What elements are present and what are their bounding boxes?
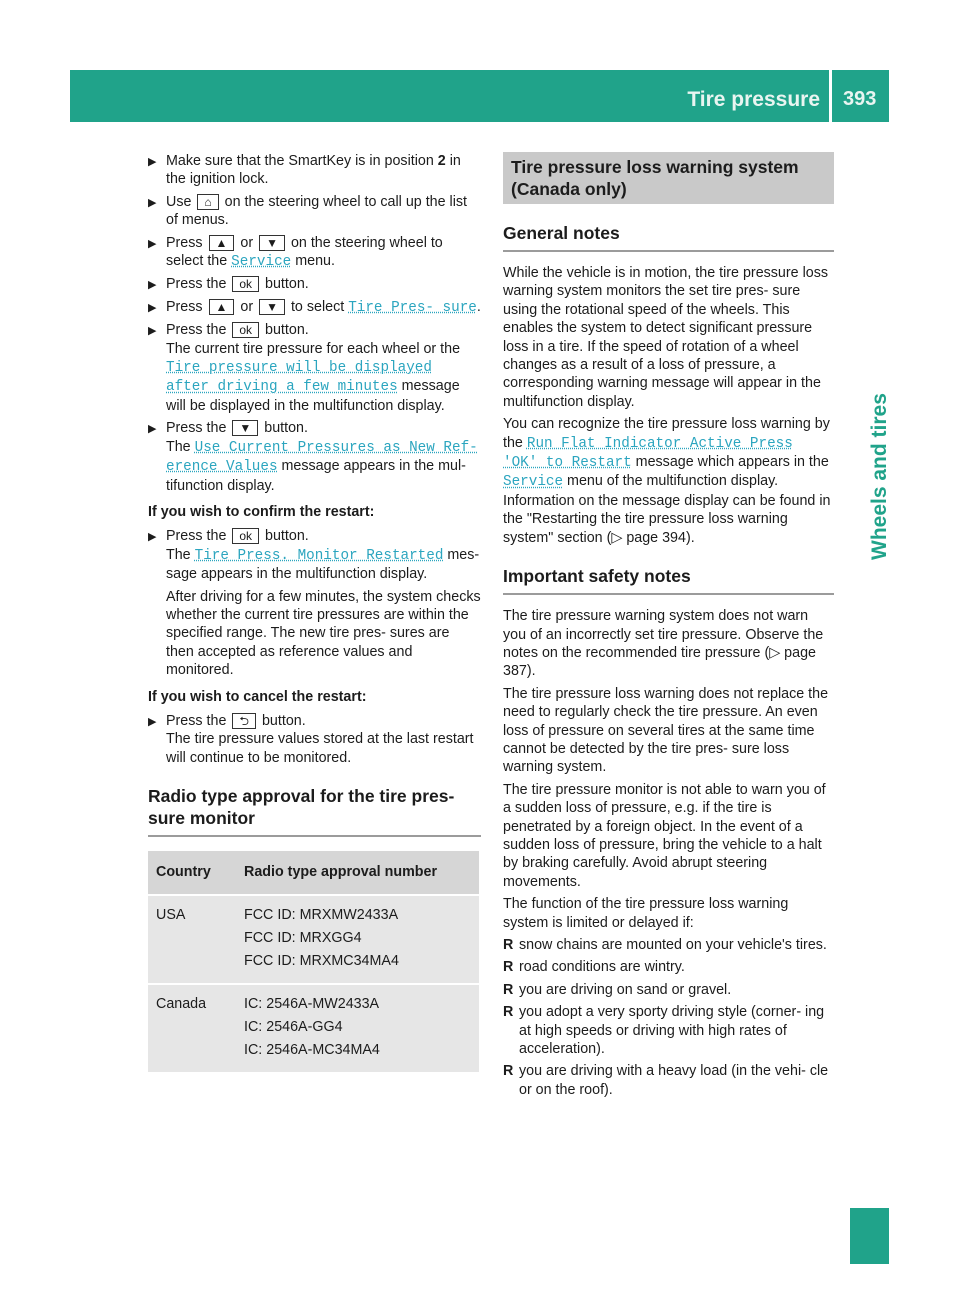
home-icon: ⌂	[197, 194, 218, 210]
approval-cell: FCC ID: MRXMW2433A FCC ID: MRXGG4 FCC ID: MRXMC34MA4	[236, 895, 479, 984]
column-header: Radio type approval number	[236, 851, 479, 895]
bullet-mark: R	[503, 1063, 514, 1080]
bullet-mark: R	[503, 981, 514, 998]
list-item: R you are driving on sand or gravel.	[503, 981, 732, 998]
step-press-down: ▶ Press the ▼ button. The Use Current Pressures as New Ref‐ erence Values message appears in the mul- tifunction display.	[148, 419, 481, 495]
ok-button-icon: ok	[232, 322, 259, 338]
bullet-mark: R	[503, 1004, 514, 1021]
tire-pressure-loss-heading: Tire pressure loss warning system (Canada only)	[503, 152, 834, 204]
down-arrow-icon: ▼	[232, 420, 258, 436]
safety-paragraph-2: The tire pressure loss warning does not replace the need to regularly check the tire pressure. An even loss of pressure on several tires at the same time cannot be detected by the tire pres- sure loss warning system.	[503, 685, 829, 776]
step-arrow-icon	[148, 153, 156, 171]
radio-approval-heading: Radio type approval for the tire pres- sure monitor	[148, 786, 455, 829]
ok-button-icon: ok	[232, 276, 259, 292]
general-paragraph-1: While the vehicle is in motion, the tire pressure loss warning system monitors the set tire pres- sure using the rotational speed of the wheels. This enables the system to detect significant pressure loss in a tire. If the speed of rotation of a wheel changes as a result of a loss of pressure, a corresponding warning message will appear in the multifunction display.	[503, 265, 828, 410]
back-icon: ⮌	[232, 713, 256, 729]
step-menu-list: ▶ Use ⌂ on the steering wheel to call up the list of menus.	[148, 193, 481, 230]
header-divider	[829, 70, 832, 122]
country-cell: USA	[148, 895, 236, 984]
page-reference-link[interactable]: ▷ page 387).	[503, 644, 816, 680]
safety-paragraph-4: The function of the tire pressure loss warning system is limited or delayed if:	[503, 896, 789, 931]
bullet-mark: R	[503, 937, 514, 953]
list-item: R you adopt a very sporty driving style (corner- ing at high speeds or driving with high rates of acceleration).	[503, 1004, 825, 1058]
down-arrow-icon: ▼	[259, 235, 285, 251]
step-arrow-icon	[148, 528, 156, 546]
step-press-ok-2: ▶ Press the ok button. The current tire pressure for each wheel or the Tire pressure will be displayed after driving a few minutes message will be displayed in the multifunction display.	[148, 321, 481, 415]
step-arrow-icon	[148, 322, 156, 340]
section-divider	[503, 593, 834, 595]
side-tab-label: Wheels and tires	[868, 393, 891, 560]
step-smartkey: ▶ Make sure that the SmartKey is in position 2 in the ignition lock.	[148, 152, 481, 189]
step-arrow-icon	[148, 299, 156, 317]
step-arrow-icon	[148, 235, 156, 253]
general-notes-heading: General notes	[503, 223, 620, 243]
cancel-restart-heading: If you wish to cancel the restart:	[148, 688, 367, 705]
step-press-ok-1: ▶ Press the ok button.	[148, 275, 481, 293]
confirm-restart-heading: If you wish to confirm the restart:	[148, 503, 375, 520]
list-item: R snow chains are mounted on your vehicle's tires.	[503, 937, 827, 953]
safety-paragraph-1: The tire pressure warning system does not warn you of an incorrectly set tire pressure. Observe the notes on the recommended tire pressure (▷ page 387).	[503, 608, 824, 680]
step-select-tire-pressure: ▶ Press ▲ or ▼ to select Tire Pres‐ sure.	[148, 298, 481, 317]
column-header: Country	[148, 851, 236, 895]
country-cell: Canada	[148, 984, 236, 1073]
step-arrow-icon	[148, 713, 156, 731]
table-header-row	[148, 851, 479, 895]
radio-approval-table	[148, 851, 479, 1074]
page-title: Tire pressure	[687, 88, 820, 111]
step-arrow-icon	[148, 420, 156, 438]
right-column	[503, 152, 834, 1103]
up-arrow-icon: ▲	[209, 235, 235, 251]
list-item: R you are driving with a heavy load (in the vehi- cle or on the roof).	[503, 1063, 829, 1098]
down-arrow-icon: ▼	[259, 299, 285, 315]
step-select-service: ▶ Press ▲ or ▼ on the steering wheel to select the Service menu.	[148, 234, 481, 272]
bullet-mark: R	[503, 959, 514, 976]
step-arrow-icon	[148, 276, 156, 294]
table-row	[148, 984, 479, 1073]
side-tab-marker	[850, 1208, 889, 1264]
safety-paragraph-3: The tire pressure monitor is not able to warn you of a sudden loss of pressure, e.g. if the tire is penetrated by a foreign object. In the event of a sudden loss of pressure, bring the vehicle to a halt by braking carefully. Avoid abrupt steering movements.	[503, 781, 826, 890]
left-column	[148, 152, 481, 1074]
up-arrow-icon: ▲	[209, 299, 235, 315]
step-arrow-icon	[148, 194, 156, 212]
list-item: R road conditions are wintry.	[503, 959, 685, 976]
page-number: 393	[843, 88, 877, 110]
section-divider	[148, 835, 481, 837]
ok-button-icon: ok	[232, 528, 259, 544]
confirm-paragraph: After driving for a few minutes, the system checks whether the current tire pressures are within the specified range. The new tire pres- sures are then accepted as reference values and monitored.	[166, 588, 481, 679]
page-reference-link[interactable]: ▷ page 394).	[611, 529, 695, 546]
general-paragraph-2: You can recognize the tire pressure loss warning by the Run Flat Indicator Active Press 'OK' to Restart message which appears in the Service menu of the multifunction display. Information on the message display can be found in the "Restarting the tire pressure loss warning system" section (▷ page 394).	[503, 416, 831, 546]
safety-notes-heading: Important safety notes	[503, 566, 691, 587]
step-cancel-back: ▶ Press the ⮌ button. The tire pressure values stored at the last restart will continue to be monitored.	[148, 712, 481, 767]
table-row	[148, 895, 479, 984]
step-confirm-ok: ▶ Press the ok button. The Tire Press. Monitor Restarted mes- sage appears in the multifunction display.	[148, 527, 481, 583]
section-divider	[503, 250, 834, 252]
approval-cell: IC: 2546A-MW2433A IC: 2546A-GG4 IC: 2546A-MC34MA4	[236, 984, 479, 1073]
